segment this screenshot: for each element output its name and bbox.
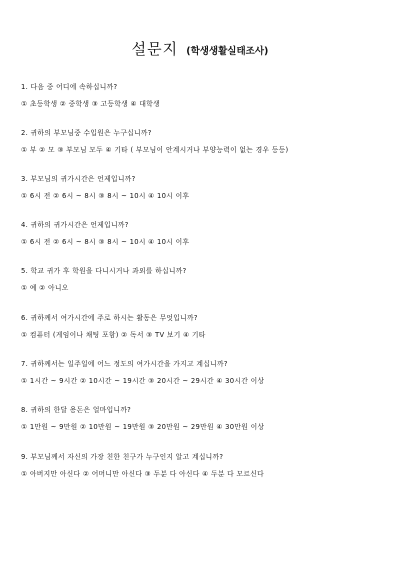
question-6 — [21, 314, 386, 340]
page-title — [0, 38, 400, 59]
question-options: ① 예 ② 아니오 — [21, 284, 69, 292]
title-main: 설문지 — [131, 40, 179, 58]
question-9 — [21, 453, 386, 479]
question-text: 9. 부모님께서 자신의 가장 친한 친구가 누구인지 알고 계십니까? — [21, 453, 224, 461]
question-options: ① 1시간 ~ 9시간 ② 10시간 ~ 19시간 ③ 20시간 ~ 29시간 ④ 30시간 이상 — [21, 377, 265, 385]
question-options: ① 컴퓨터 (게임이나 채팅 포함) ② 독서 ③ TV 보기 ④ 기타 — [21, 331, 206, 339]
question-text: 7. 귀하께서는 일주일에 어느 정도의 여가시간을 가지고 계십니까? — [21, 360, 228, 368]
question-text: 8. 귀하의 한달 용돈은 얼마입니까? — [21, 406, 132, 414]
question-4 — [21, 221, 386, 247]
question-text: 4. 귀하의 귀가시간은 언제입니까? — [21, 221, 129, 229]
question-2 — [21, 129, 386, 155]
question-options: ① 초등학생 ② 중학생 ③ 고등학생 ④ 대학생 — [21, 100, 160, 108]
question-5 — [21, 267, 386, 293]
question-text: 2. 귀하의 부모님중 수입원은 누구십니까? — [21, 129, 152, 137]
question-options: ① 6시 전 ② 6시 ~ 8시 ③ 8시 ~ 10시 ④ 10시 이후 — [21, 192, 190, 200]
question-1 — [21, 83, 386, 109]
question-text: 5. 학교 귀가 후 학원을 다니시거나 과외를 하십니까? — [21, 267, 187, 275]
question-options: ① 아버지만 아신다 ② 어머니만 아신다 ③ 두분 다 아신다 ④ 두분 다 모르신다 — [21, 470, 264, 478]
question-text: 6. 귀하께서 여가시간에 주로 하시는 활동은 무엇입니까? — [21, 314, 198, 322]
question-3 — [21, 175, 386, 201]
question-text: 1. 다음 중 어디에 속하십니까? — [21, 83, 118, 91]
question-options: ① 6시 전 ② 6시 ~ 8시 ③ 8시 ~ 10시 ④ 10시 이후 — [21, 238, 190, 246]
question-7 — [21, 360, 386, 386]
question-text: 3. 부모님의 귀가시간은 언제입니까? — [21, 175, 136, 183]
question-options: ① 부 ② 모 ③ 부모님 모두 ④ 기타 ( 부모님이 안계시거나 부양능력이 없는 경우 등등) — [21, 146, 289, 154]
question-8 — [21, 406, 386, 432]
question-options: ① 1만원 ~ 9만원 ② 10만원 ~ 19만원 ③ 20만원 ~ 29만원 ④ 30만원 이상 — [21, 423, 265, 431]
title-subtitle: (학생생활실태조사) — [186, 46, 269, 57]
